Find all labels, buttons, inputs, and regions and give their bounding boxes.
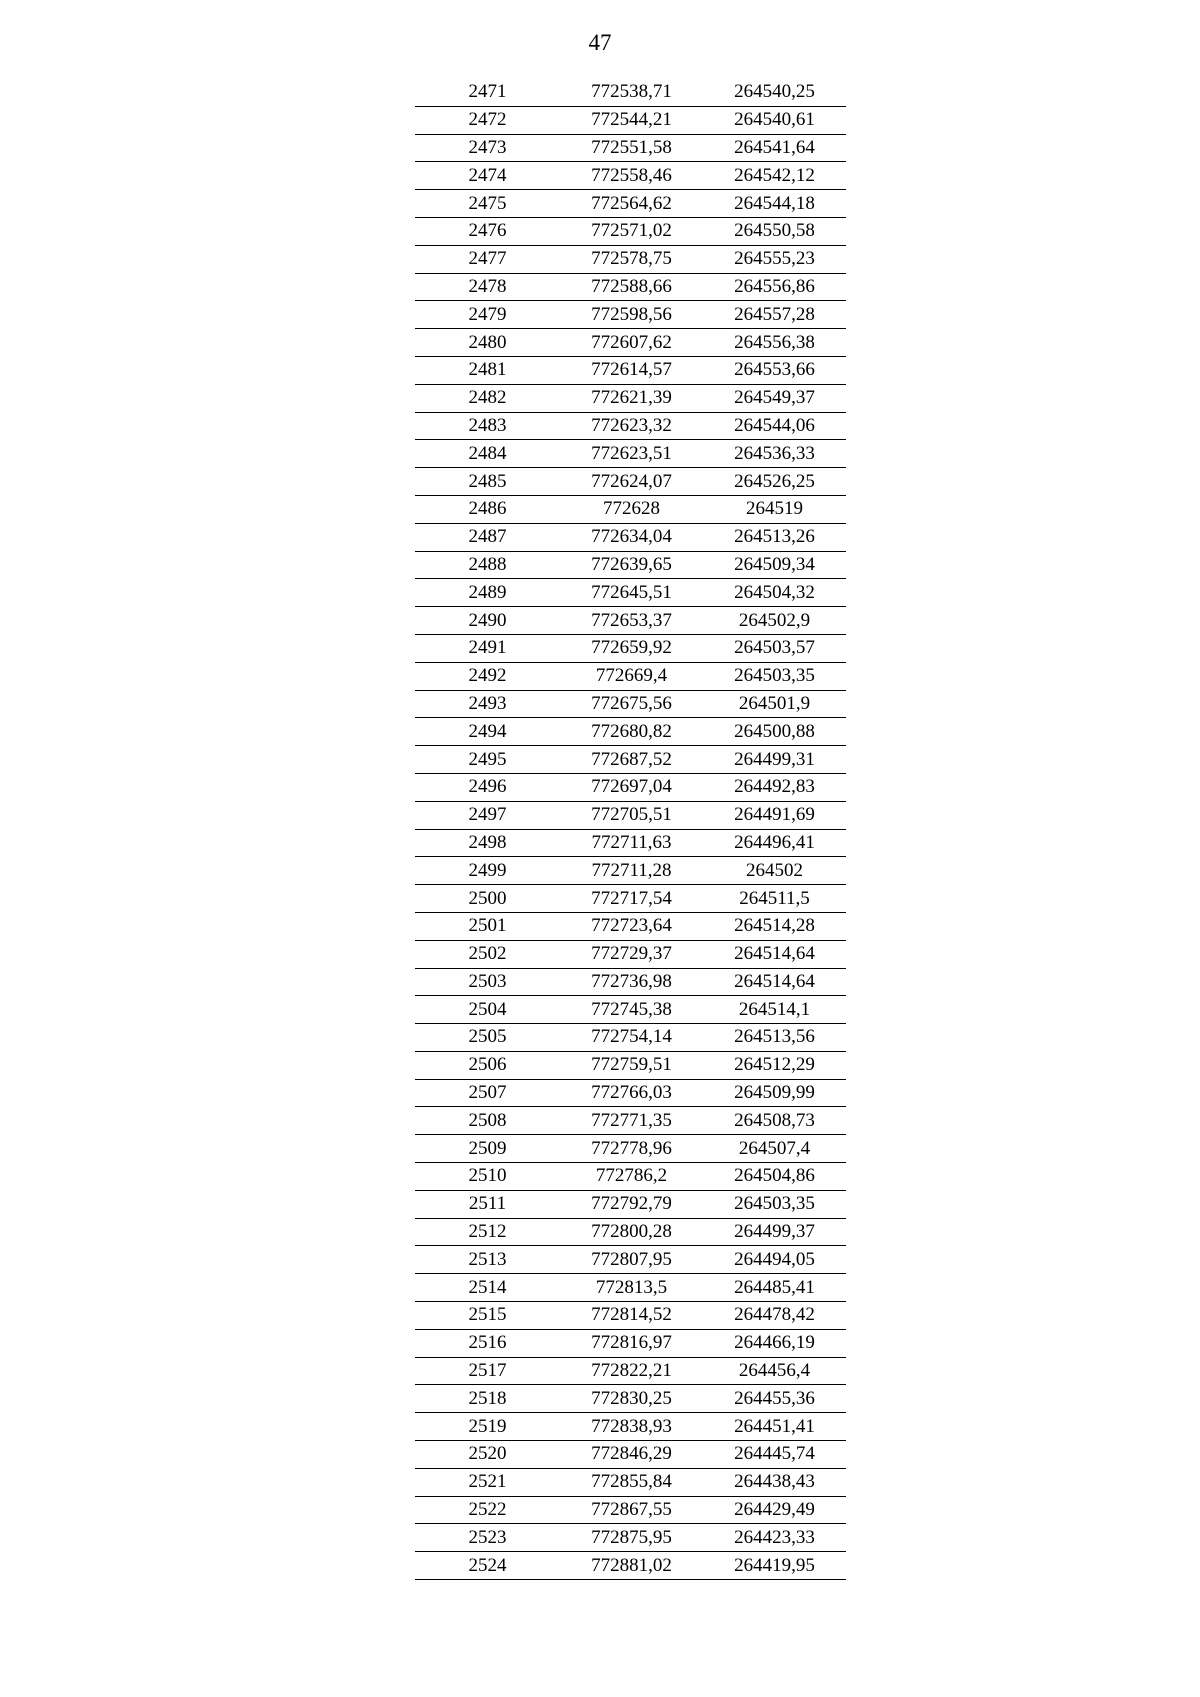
table-row	[415, 106, 846, 134]
table-row	[415, 1024, 846, 1052]
y-coordinate-cell: 264502	[703, 857, 846, 885]
y-coordinate-cell: 264519	[703, 495, 846, 523]
point-number-cell: 2498	[415, 829, 560, 857]
point-number-cell: 2502	[415, 940, 560, 968]
x-coordinate-cell: 772588,66	[560, 273, 703, 301]
x-coordinate-cell: 772659,92	[560, 634, 703, 662]
x-coordinate-cell: 772653,37	[560, 607, 703, 635]
point-number-cell: 2485	[415, 468, 560, 496]
table-row	[415, 1413, 846, 1441]
y-coordinate-cell: 264544,18	[703, 190, 846, 218]
point-number-cell: 2483	[415, 412, 560, 440]
table-row	[415, 579, 846, 607]
point-number-cell: 2494	[415, 718, 560, 746]
table-row	[415, 801, 846, 829]
x-coordinate-cell: 772875,95	[560, 1524, 703, 1552]
x-coordinate-cell: 772598,56	[560, 301, 703, 329]
point-number-cell: 2504	[415, 996, 560, 1024]
point-number-cell: 2510	[415, 1163, 560, 1191]
y-coordinate-cell: 264455,36	[703, 1385, 846, 1413]
table-row	[415, 1302, 846, 1330]
table-row	[415, 885, 846, 913]
point-number-cell: 2507	[415, 1079, 560, 1107]
x-coordinate-cell: 772544,21	[560, 106, 703, 134]
x-coordinate-cell: 772822,21	[560, 1357, 703, 1385]
table-row	[415, 1107, 846, 1135]
y-coordinate-cell: 264542,12	[703, 162, 846, 190]
point-number-cell: 2521	[415, 1468, 560, 1496]
table-row	[415, 1329, 846, 1357]
point-number-cell: 2515	[415, 1302, 560, 1330]
point-number-cell: 2508	[415, 1107, 560, 1135]
y-coordinate-cell: 264501,9	[703, 690, 846, 718]
y-coordinate-cell: 264556,38	[703, 329, 846, 357]
x-coordinate-cell: 772614,57	[560, 356, 703, 384]
y-coordinate-cell: 264541,64	[703, 134, 846, 162]
y-coordinate-cell: 264555,23	[703, 245, 846, 273]
y-coordinate-cell: 264540,25	[703, 79, 846, 106]
point-number-cell: 2490	[415, 607, 560, 635]
y-coordinate-cell: 264504,32	[703, 579, 846, 607]
y-coordinate-cell: 264556,86	[703, 273, 846, 301]
y-coordinate-cell: 264503,57	[703, 634, 846, 662]
x-coordinate-cell: 772771,35	[560, 1107, 703, 1135]
x-coordinate-cell: 772645,51	[560, 579, 703, 607]
point-number-cell: 2478	[415, 273, 560, 301]
y-coordinate-cell: 264509,34	[703, 551, 846, 579]
table-row	[415, 495, 846, 523]
point-number-cell: 2488	[415, 551, 560, 579]
coordinates-table-body	[415, 79, 846, 1580]
table-row	[415, 1246, 846, 1274]
point-number-cell: 2520	[415, 1441, 560, 1469]
y-coordinate-cell: 264504,86	[703, 1163, 846, 1191]
point-number-cell: 2516	[415, 1329, 560, 1357]
y-coordinate-cell: 264456,4	[703, 1357, 846, 1385]
point-number-cell: 2497	[415, 801, 560, 829]
table-row	[415, 245, 846, 273]
x-coordinate-cell: 772564,62	[560, 190, 703, 218]
table-row	[415, 1357, 846, 1385]
y-coordinate-cell: 264514,28	[703, 912, 846, 940]
x-coordinate-cell: 772813,5	[560, 1274, 703, 1302]
x-coordinate-cell: 772628	[560, 495, 703, 523]
table-row	[415, 940, 846, 968]
point-number-cell: 2517	[415, 1357, 560, 1385]
x-coordinate-cell: 772711,63	[560, 829, 703, 857]
y-coordinate-cell: 264466,19	[703, 1329, 846, 1357]
y-coordinate-cell: 264557,28	[703, 301, 846, 329]
x-coordinate-cell: 772571,02	[560, 217, 703, 245]
table-row	[415, 217, 846, 245]
x-coordinate-cell: 772814,52	[560, 1302, 703, 1330]
x-coordinate-cell: 772623,51	[560, 440, 703, 468]
point-number-cell: 2514	[415, 1274, 560, 1302]
x-coordinate-cell: 772551,58	[560, 134, 703, 162]
y-coordinate-cell: 264503,35	[703, 1190, 846, 1218]
table-row	[415, 773, 846, 801]
x-coordinate-cell: 772766,03	[560, 1079, 703, 1107]
table-row	[415, 356, 846, 384]
y-coordinate-cell: 264429,49	[703, 1496, 846, 1524]
y-coordinate-cell: 264553,66	[703, 356, 846, 384]
table-row	[415, 273, 846, 301]
point-number-cell: 2472	[415, 106, 560, 134]
x-coordinate-cell: 772578,75	[560, 245, 703, 273]
point-number-cell: 2522	[415, 1496, 560, 1524]
table-row	[415, 1274, 846, 1302]
y-coordinate-cell: 264540,61	[703, 106, 846, 134]
y-coordinate-cell: 264549,37	[703, 384, 846, 412]
y-coordinate-cell: 264496,41	[703, 829, 846, 857]
point-number-cell: 2501	[415, 912, 560, 940]
x-coordinate-cell: 772759,51	[560, 1051, 703, 1079]
point-number-cell: 2505	[415, 1024, 560, 1052]
point-number-cell: 2471	[415, 79, 560, 106]
point-number-cell: 2495	[415, 746, 560, 774]
x-coordinate-cell: 772881,02	[560, 1552, 703, 1580]
table-row	[415, 162, 846, 190]
x-coordinate-cell: 772705,51	[560, 801, 703, 829]
table-row	[415, 1190, 846, 1218]
point-number-cell: 2477	[415, 245, 560, 273]
point-number-cell: 2499	[415, 857, 560, 885]
point-number-cell: 2493	[415, 690, 560, 718]
table-row	[415, 1496, 846, 1524]
x-coordinate-cell: 772754,14	[560, 1024, 703, 1052]
x-coordinate-cell: 772711,28	[560, 857, 703, 885]
table-row	[415, 190, 846, 218]
point-number-cell: 2475	[415, 190, 560, 218]
table-row	[415, 551, 846, 579]
y-coordinate-cell: 264478,42	[703, 1302, 846, 1330]
x-coordinate-cell: 772830,25	[560, 1385, 703, 1413]
point-number-cell: 2523	[415, 1524, 560, 1552]
table-row	[415, 1468, 846, 1496]
point-number-cell: 2496	[415, 773, 560, 801]
x-coordinate-cell: 772538,71	[560, 79, 703, 106]
y-coordinate-cell: 264419,95	[703, 1552, 846, 1580]
y-coordinate-cell: 264536,33	[703, 440, 846, 468]
y-coordinate-cell: 264514,64	[703, 940, 846, 968]
y-coordinate-cell: 264485,41	[703, 1274, 846, 1302]
x-coordinate-cell: 772778,96	[560, 1135, 703, 1163]
table-row	[415, 79, 846, 106]
table-row	[415, 607, 846, 635]
table-row	[415, 857, 846, 885]
point-number-cell: 2473	[415, 134, 560, 162]
y-coordinate-cell: 264514,64	[703, 968, 846, 996]
y-coordinate-cell: 264514,1	[703, 996, 846, 1024]
y-coordinate-cell: 264544,06	[703, 412, 846, 440]
table-row	[415, 1079, 846, 1107]
point-number-cell: 2484	[415, 440, 560, 468]
y-coordinate-cell: 264423,33	[703, 1524, 846, 1552]
point-number-cell: 2492	[415, 662, 560, 690]
x-coordinate-cell: 772867,55	[560, 1496, 703, 1524]
point-number-cell: 2487	[415, 523, 560, 551]
point-number-cell: 2518	[415, 1385, 560, 1413]
y-coordinate-cell: 264492,83	[703, 773, 846, 801]
point-number-cell: 2503	[415, 968, 560, 996]
y-coordinate-cell: 264513,56	[703, 1024, 846, 1052]
x-coordinate-cell: 772687,52	[560, 746, 703, 774]
x-coordinate-cell: 772624,07	[560, 468, 703, 496]
table-row	[415, 412, 846, 440]
point-number-cell: 2482	[415, 384, 560, 412]
point-number-cell: 2511	[415, 1190, 560, 1218]
table-row	[415, 968, 846, 996]
x-coordinate-cell: 772675,56	[560, 690, 703, 718]
x-coordinate-cell: 772558,46	[560, 162, 703, 190]
table-row	[415, 301, 846, 329]
table-row	[415, 134, 846, 162]
y-coordinate-cell: 264500,88	[703, 718, 846, 746]
page-number: 47	[588, 30, 612, 55]
point-number-cell: 2500	[415, 885, 560, 913]
x-coordinate-cell: 772800,28	[560, 1218, 703, 1246]
y-coordinate-cell: 264438,43	[703, 1468, 846, 1496]
y-coordinate-cell: 264499,31	[703, 746, 846, 774]
x-coordinate-cell: 772855,84	[560, 1468, 703, 1496]
table-row	[415, 1552, 846, 1580]
x-coordinate-cell: 772723,64	[560, 912, 703, 940]
y-coordinate-cell: 264513,26	[703, 523, 846, 551]
x-coordinate-cell: 772607,62	[560, 329, 703, 357]
y-coordinate-cell: 264526,25	[703, 468, 846, 496]
table-row	[415, 690, 846, 718]
point-number-cell: 2481	[415, 356, 560, 384]
y-coordinate-cell: 264494,05	[703, 1246, 846, 1274]
x-coordinate-cell: 772745,38	[560, 996, 703, 1024]
x-coordinate-cell: 772838,93	[560, 1413, 703, 1441]
table-row	[415, 718, 846, 746]
point-number-cell: 2486	[415, 495, 560, 523]
point-number-cell: 2519	[415, 1413, 560, 1441]
table-row	[415, 1524, 846, 1552]
x-coordinate-cell: 772807,95	[560, 1246, 703, 1274]
table-row	[415, 440, 846, 468]
point-number-cell: 2524	[415, 1552, 560, 1580]
x-coordinate-cell: 772729,37	[560, 940, 703, 968]
point-number-cell: 2491	[415, 634, 560, 662]
point-number-cell: 2479	[415, 301, 560, 329]
y-coordinate-cell: 264502,9	[703, 607, 846, 635]
table-row	[415, 523, 846, 551]
x-coordinate-cell: 772639,65	[560, 551, 703, 579]
y-coordinate-cell: 264445,74	[703, 1441, 846, 1469]
y-coordinate-cell: 264509,99	[703, 1079, 846, 1107]
table-row	[415, 996, 846, 1024]
x-coordinate-cell: 772816,97	[560, 1329, 703, 1357]
point-number-cell: 2476	[415, 217, 560, 245]
y-coordinate-cell: 264511,5	[703, 885, 846, 913]
table-row	[415, 746, 846, 774]
table-row	[415, 1051, 846, 1079]
point-number-cell: 2474	[415, 162, 560, 190]
x-coordinate-cell: 772736,98	[560, 968, 703, 996]
table-row	[415, 1163, 846, 1191]
x-coordinate-cell: 772623,32	[560, 412, 703, 440]
y-coordinate-cell: 264507,4	[703, 1135, 846, 1163]
point-number-cell: 2509	[415, 1135, 560, 1163]
table-row	[415, 1441, 846, 1469]
table-row	[415, 662, 846, 690]
y-coordinate-cell: 264451,41	[703, 1413, 846, 1441]
x-coordinate-cell: 772792,79	[560, 1190, 703, 1218]
table-row	[415, 1135, 846, 1163]
table-row	[415, 329, 846, 357]
x-coordinate-cell: 772669,4	[560, 662, 703, 690]
y-coordinate-cell: 264512,29	[703, 1051, 846, 1079]
point-number-cell: 2513	[415, 1246, 560, 1274]
table-row	[415, 468, 846, 496]
table-row	[415, 1385, 846, 1413]
point-number-cell: 2480	[415, 329, 560, 357]
point-number-cell: 2506	[415, 1051, 560, 1079]
point-number-cell: 2512	[415, 1218, 560, 1246]
x-coordinate-cell: 772697,04	[560, 773, 703, 801]
y-coordinate-cell: 264491,69	[703, 801, 846, 829]
table-row	[415, 912, 846, 940]
x-coordinate-cell: 772634,04	[560, 523, 703, 551]
x-coordinate-cell: 772717,54	[560, 885, 703, 913]
table-row	[415, 829, 846, 857]
y-coordinate-cell: 264499,37	[703, 1218, 846, 1246]
x-coordinate-cell: 772680,82	[560, 718, 703, 746]
table-row	[415, 384, 846, 412]
table-row	[415, 634, 846, 662]
x-coordinate-cell: 772621,39	[560, 384, 703, 412]
y-coordinate-cell: 264508,73	[703, 1107, 846, 1135]
x-coordinate-cell: 772846,29	[560, 1441, 703, 1469]
point-number-cell: 2489	[415, 579, 560, 607]
coordinates-table	[415, 79, 846, 1580]
y-coordinate-cell: 264503,35	[703, 662, 846, 690]
table-row	[415, 1218, 846, 1246]
x-coordinate-cell: 772786,2	[560, 1163, 703, 1191]
y-coordinate-cell: 264550,58	[703, 217, 846, 245]
